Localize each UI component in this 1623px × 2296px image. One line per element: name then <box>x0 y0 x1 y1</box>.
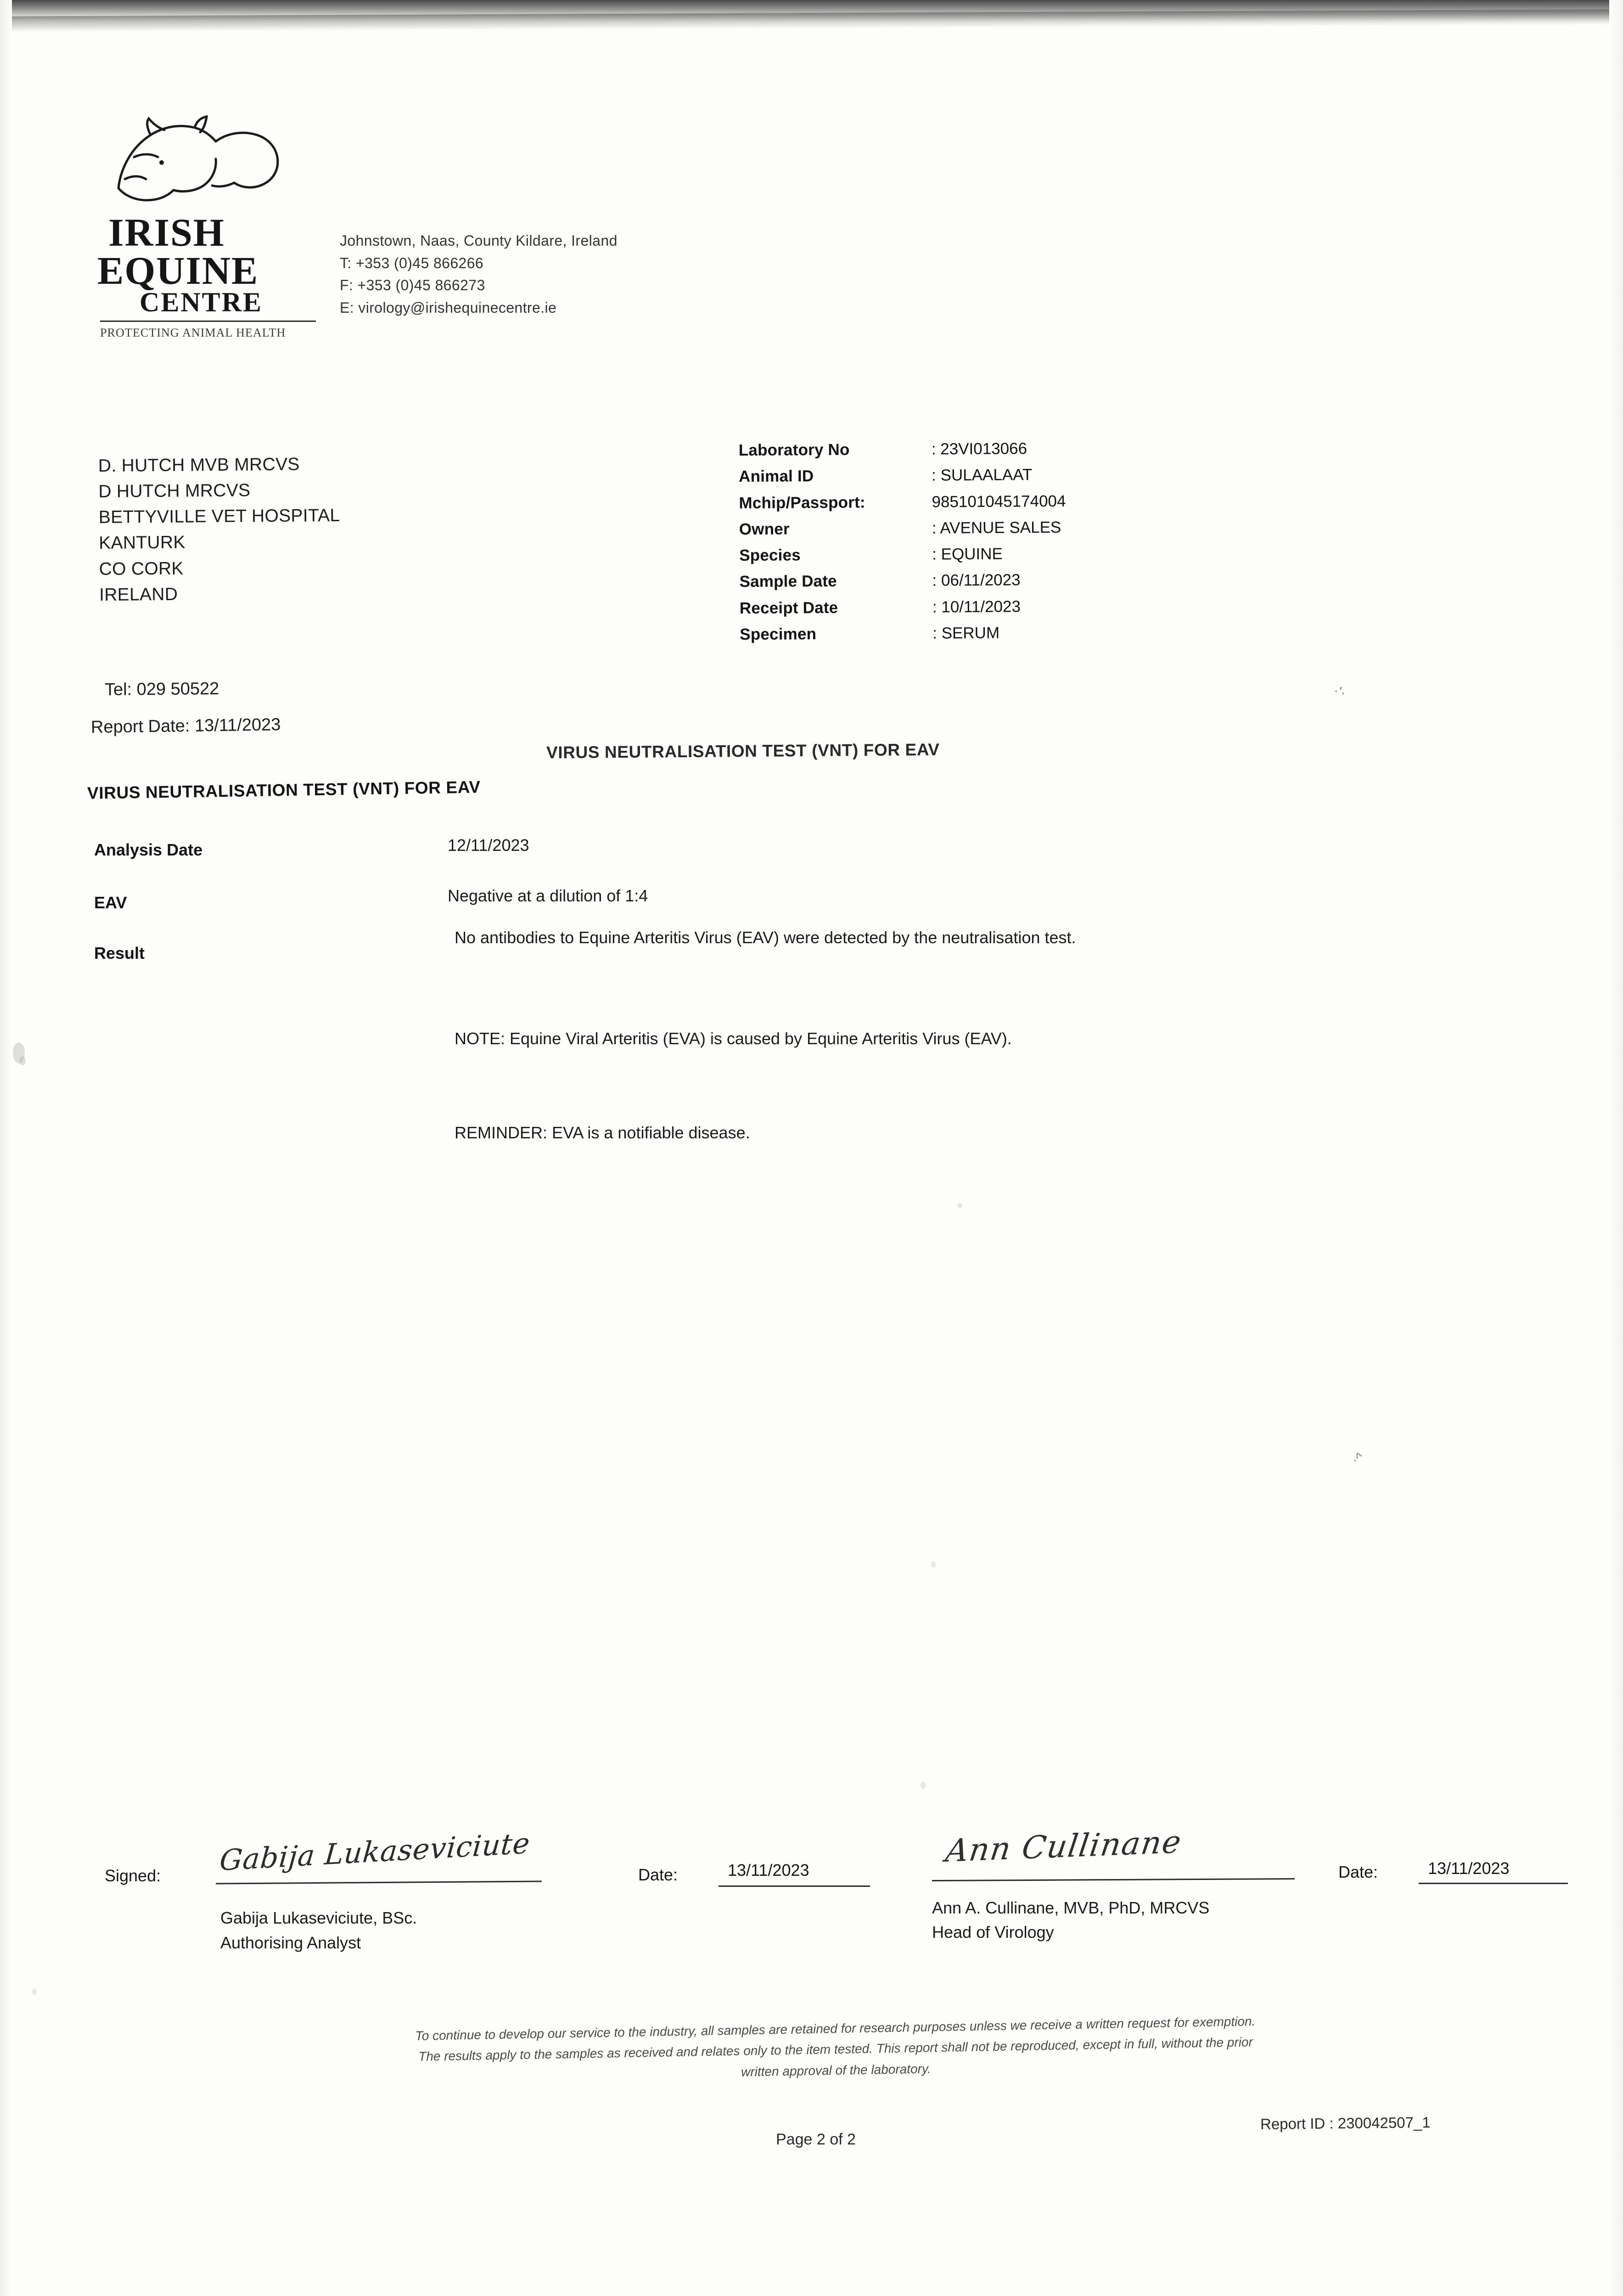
table-row <box>739 438 1066 461</box>
signed-label: Signed: <box>105 1866 161 1885</box>
logo-tagline: PROTECTING ANIMAL HEALTH <box>100 321 316 340</box>
eav-value: Negative at a dilution of 1:4 <box>448 886 648 905</box>
detail-key: Species <box>739 546 801 565</box>
scan-pen-mark: ·^ <box>1349 1449 1366 1468</box>
analyst-role: Authorising Analyst <box>220 1933 361 1952</box>
head-of-virology-name: Ann A. Cullinane, MVB, PhD, MRCVS <box>932 1898 1210 1917</box>
addressee-telephone: Tel: 029 50522 <box>104 679 219 700</box>
detail-value: : SERUM <box>932 624 1000 642</box>
disclaimer-line-1: To continue to develop our service to the industry, all samples are retained for research purposes unless we receive a written request for exemption. <box>415 2014 1256 2043</box>
date-label-analyst: Date: <box>638 1865 678 1884</box>
signature-line-analyst <box>216 1881 542 1885</box>
scan-edge-artifact-left <box>0 0 12 2296</box>
table-row <box>739 517 1066 540</box>
detail-value: : AVENUE SALES <box>932 518 1061 537</box>
addressee-line-6: IRELAND <box>99 584 178 605</box>
contact-phone: T: +353 (0)45 866266 <box>340 254 484 271</box>
head-of-virology-role: Head of Virology <box>932 1923 1054 1942</box>
result-reminder: REMINDER: EVA is a notifiable disease. <box>455 1123 750 1142</box>
contact-address: Johnstown, Naas, County Kildare, Ireland <box>340 232 618 249</box>
date-line-analyst <box>719 1885 870 1887</box>
report-id: Report ID : 230042507_1 <box>1260 2114 1431 2133</box>
addressee-line-1: D. HUTCH MVB MRCVS <box>98 454 300 476</box>
detail-key: Sample Date <box>739 572 837 591</box>
scan-speck <box>32 1988 37 1995</box>
detail-key: Specimen <box>740 625 817 643</box>
detail-value: : EQUINE <box>932 545 1003 563</box>
analyst-identity <box>220 1906 417 1955</box>
signature-line-head-of-virology <box>932 1878 1295 1881</box>
table-row <box>739 490 1066 514</box>
addressee-line-3: BETTYVILLE VET HOSPITAL <box>98 506 340 528</box>
footer-disclaimer <box>202 2007 1470 2092</box>
report-title-secondary: VIRUS NEUTRALISATION TEST (VNT) FOR EAV <box>546 740 940 762</box>
scan-speck <box>921 1782 926 1789</box>
signature-head-of-virology: Ann Cullinane <box>943 1823 1185 1870</box>
letterhead-logo <box>97 115 336 340</box>
signature-analyst: Gabija Lukaseviciute <box>218 1826 532 1878</box>
detail-value: : 06/11/2023 <box>932 571 1021 590</box>
contact-email: E: virology@irishequinecentre.ie <box>340 299 557 316</box>
table-row <box>740 622 1067 646</box>
table-row <box>739 569 1066 593</box>
detail-key: Owner <box>739 520 790 538</box>
table-row <box>739 464 1066 488</box>
logo-text-centre: CENTRE <box>140 287 263 318</box>
result-note: NOTE: Equine Viral Arteritis (EVA) is caused by Equine Arteritis Virus (EAV). <box>455 1029 1012 1048</box>
sample-details-table <box>739 438 1067 650</box>
scan-pen-mark: ·'· <box>1331 682 1348 701</box>
page-title: VIRUS NEUTRALISATION TEST (VNT) FOR EAV <box>87 777 481 803</box>
date-line-head-of-virology <box>1419 1883 1568 1884</box>
detail-value: : 23VI013066 <box>931 439 1028 458</box>
date-label-head-of-virology: Date: <box>1338 1863 1378 1881</box>
date-value-head-of-virology: 13/11/2023 <box>1428 1859 1510 1878</box>
addressee-line-2: D HUTCH MRCVS <box>98 480 251 502</box>
detail-key: Mchip/Passport: <box>739 493 865 512</box>
detail-key: Animal ID <box>738 467 814 486</box>
addressee-line-5: CO CORK <box>99 558 184 579</box>
scan-speck <box>957 1203 962 1208</box>
analysis-date-label: Analysis Date <box>94 840 203 859</box>
head-of-virology-identity <box>932 1896 1209 1945</box>
detail-value: : 10/11/2023 <box>932 597 1021 616</box>
contact-fax: F: +353 (0)45 866273 <box>340 277 485 294</box>
disclaimer-line-2: The results apply to the samples as received and relates only to the item tested. This report shall not be reproduced, except in full, without the prior <box>418 2035 1253 2064</box>
table-row <box>739 543 1066 567</box>
result-label: Result <box>94 944 145 962</box>
detail-value: 985101045174004 <box>932 492 1066 511</box>
detail-value: : SULAALAAT <box>931 466 1033 484</box>
detail-key: Receipt Date <box>739 598 838 617</box>
page-number: Page 2 of 2 <box>776 2131 856 2148</box>
analyst-name: Gabija Lukaseviciute, BSc. <box>220 1908 417 1927</box>
addressee-block <box>98 451 341 608</box>
letterhead-contact-block <box>340 230 618 319</box>
disclaimer-line-3: written approval of the laboratory. <box>741 2061 931 2079</box>
addressee-line-4: KANTURK <box>99 533 185 553</box>
table-row <box>740 595 1067 619</box>
date-value-analyst: 13/11/2023 <box>728 1861 809 1880</box>
detail-key: Laboratory No <box>738 440 850 460</box>
analysis-date-value: 12/11/2023 <box>448 836 529 855</box>
result-value: No antibodies to Equine Arteritis Virus (EAV) were detected by the neutralisation test. <box>455 928 1076 947</box>
horse-head-logo-icon <box>107 115 290 214</box>
scan-edge-artifact-right <box>1609 0 1623 2296</box>
scan-speck <box>931 1561 936 1568</box>
report-date: Report Date: 13/11/2023 <box>90 715 281 737</box>
scan-speck <box>19 1056 26 1065</box>
logo-text-equine: EQUINE <box>97 248 259 293</box>
logo-text-irish: IRISH <box>108 210 225 254</box>
eav-label: EAV <box>94 893 127 912</box>
